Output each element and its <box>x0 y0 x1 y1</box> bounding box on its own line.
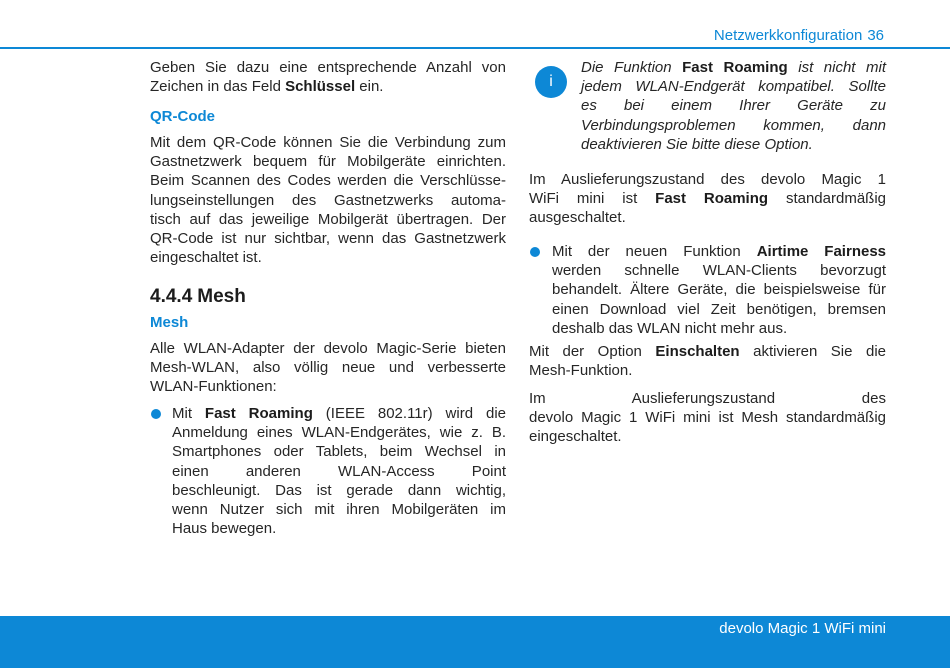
text-run: Verbindungsproblemen kommen, dann <box>581 116 886 134</box>
text-line <box>529 427 886 446</box>
text-run: Die Funktion <box>581 59 683 76</box>
text-run: Haus bewegen. <box>172 520 277 538</box>
text-run: ausgeschaltet. <box>529 209 626 227</box>
text-line <box>150 229 506 248</box>
text-line <box>581 135 886 154</box>
text-run: deshalb das WLAN nicht mehr aus. <box>552 319 788 337</box>
section-number: 4.4.4 <box>150 286 193 307</box>
text-run: QR-Code ist nur sichtbar, wenn das Gastnetzwerk <box>150 230 506 248</box>
text-line <box>172 462 506 481</box>
section-title: Mesh <box>197 286 246 307</box>
footer-band <box>0 616 950 668</box>
bold-term: Airtime Fairness <box>756 243 887 260</box>
fast-roaming-bullet <box>172 404 506 538</box>
text-run: eingeschaltet. <box>529 428 622 446</box>
text-line <box>150 191 506 210</box>
text-line <box>150 339 506 358</box>
text-line <box>172 423 506 442</box>
text-run: behandelt. Ältere Geräte, die beispielsweise für <box>552 281 886 299</box>
mesh-default-paragraph <box>529 389 886 447</box>
text-line <box>529 389 886 408</box>
text-run: ein. <box>355 78 384 96</box>
text-run: wenn Nutzer sich mit ihren Mobilgeräten im <box>172 501 506 519</box>
text-line <box>581 116 886 135</box>
bold-term: Schlüssel <box>285 78 356 96</box>
text-run: Mit der Option <box>529 343 656 360</box>
text-run: Mesh-WLAN, also völlig neue und verbesserte <box>150 359 506 377</box>
text-line <box>150 358 506 377</box>
enable-option-paragraph <box>529 342 886 380</box>
mesh-subheading: Mesh <box>150 314 189 331</box>
text-run: Smartphones oder Tablets, beim Wechsel in <box>172 443 506 461</box>
page-number: 36 <box>867 27 884 44</box>
text-line <box>529 361 886 380</box>
bold-term: Fast Roaming <box>655 190 769 208</box>
text-run: Mit dem QR-Code können Sie die Verbindung zum <box>150 134 506 151</box>
text-run: Im Auslieferungszustand des devolo Magic 1 <box>529 171 886 188</box>
text-line <box>581 58 886 77</box>
text-run: WiFi mini ist <box>529 190 656 208</box>
bold-term: Einschalten <box>655 343 740 360</box>
bold-term: Fast Roaming <box>204 405 313 422</box>
text-run: deaktivieren Sie bitte diese Option. <box>581 135 813 153</box>
text-line <box>552 319 886 338</box>
text-run: Zeichen in das Feld <box>150 78 286 96</box>
text-line <box>172 500 506 519</box>
text-line <box>172 442 506 461</box>
mesh-intro-paragraph <box>150 339 506 397</box>
text-run: devolo Magic 1 WiFi mini ist Mesh standardmäßig <box>529 409 886 427</box>
info-note <box>581 58 886 154</box>
text-run: Geben Sie dazu eine entsprechende Anzahl von <box>150 59 506 76</box>
text-run: beschleunigt. Das ist gerade dann wichtig, <box>172 481 506 499</box>
text-line <box>552 261 886 280</box>
key-field-paragraph <box>150 58 506 96</box>
text-line <box>581 96 886 115</box>
text-line <box>150 377 506 396</box>
footer-product-name: devolo Magic 1 WiFi mini <box>719 620 886 637</box>
text-run: einen Download viel Zeit benötigen, bremsen <box>552 300 886 318</box>
section-heading <box>150 285 246 309</box>
text-run: tisch auf das jeweilige Mobilgerät übertragen. Der <box>150 210 506 228</box>
text-run: Mit der neuen Funktion <box>552 243 757 260</box>
running-header <box>714 27 884 45</box>
header-section-title: Netzwerkkonfiguration <box>713 27 863 44</box>
text-line <box>172 404 506 423</box>
text-run: (IEEE 802.11r) wird die <box>312 405 506 422</box>
text-line <box>172 481 506 500</box>
text-run: WLAN-Funktionen: <box>150 378 277 396</box>
text-run: standardmäßig <box>768 190 886 208</box>
text-run: jedem WLAN-Endgerät kompatibel. Sollte <box>581 78 886 96</box>
text-run: lungseinstellungen des Gastnetzwerks automa- <box>150 191 506 209</box>
text-run: Mesh-Funktion. <box>529 362 633 380</box>
text-line <box>552 242 886 261</box>
text-run: Mit <box>172 405 205 422</box>
text-run: einen anderen WLAN-Access Point <box>172 462 506 480</box>
qr-code-heading: QR-Code <box>150 108 215 125</box>
info-icon: i <box>535 66 567 98</box>
text-line <box>150 171 506 190</box>
text-run: ist nicht mit <box>787 59 886 76</box>
qr-code-paragraph <box>150 133 506 267</box>
airtime-fairness-bullet <box>552 242 886 338</box>
text-run: Im Auslieferungszustand des <box>529 390 886 407</box>
text-line <box>529 342 886 361</box>
text-run: eingeschaltet ist. <box>150 249 262 267</box>
fast-roaming-default-paragraph <box>529 170 886 228</box>
text-line <box>552 280 886 299</box>
text-line <box>552 300 886 319</box>
bold-term: Fast Roaming <box>682 59 788 76</box>
text-run: Gastnetzwerk bequem für Mobilgeräte einrichten. <box>150 153 506 171</box>
text-line <box>150 58 506 77</box>
text-line <box>581 77 886 96</box>
text-run: Anmeldung eines WLAN-Endgerätes, wie z. B. <box>172 424 506 442</box>
text-run: werden schnelle WLAN-Clients bevorzugt <box>552 262 886 280</box>
header-divider <box>0 47 950 49</box>
text-line <box>150 210 506 229</box>
bullet-dot-icon <box>530 247 540 257</box>
text-line <box>150 77 506 96</box>
text-line <box>529 170 886 189</box>
text-line <box>150 248 506 267</box>
text-run: aktivieren Sie die <box>739 343 886 360</box>
text-line <box>150 152 506 171</box>
text-run: es bei einem Ihrer Geräte zu <box>581 97 886 115</box>
text-run: Beim Scannen des Codes werden die Verschlüsse- <box>150 172 506 190</box>
text-line <box>150 133 506 152</box>
text-line <box>529 189 886 208</box>
text-line <box>172 519 506 538</box>
text-line <box>529 208 886 227</box>
bullet-dot-icon <box>151 409 161 419</box>
text-line <box>529 408 886 427</box>
text-run: Alle WLAN-Adapter der devolo Magic-Serie bieten <box>150 340 506 357</box>
